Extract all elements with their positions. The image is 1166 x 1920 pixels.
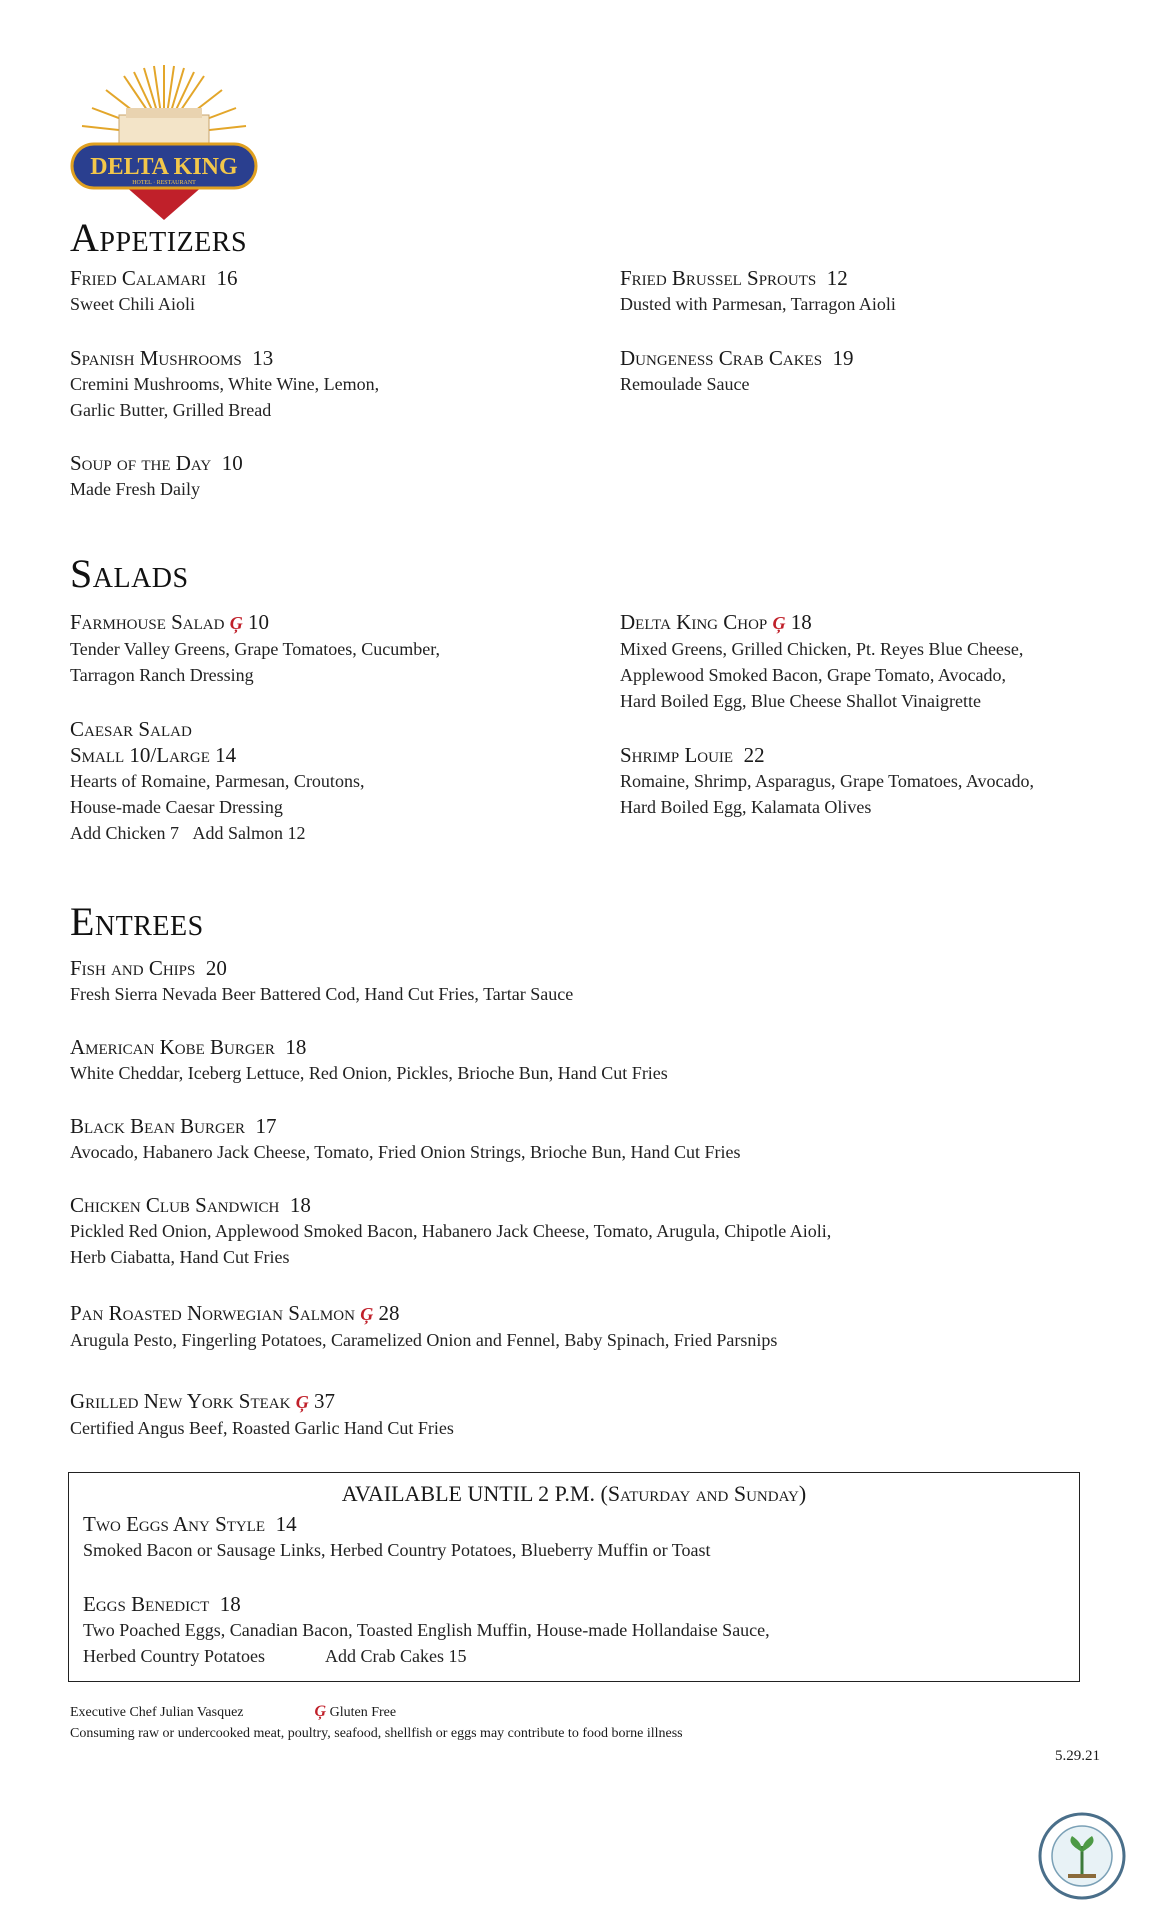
- menu-item-american-kobe-burger: [70, 1034, 1070, 1086]
- menu-item-fried-calamari: [70, 265, 590, 317]
- entrees-heading: Entrees: [70, 899, 204, 944]
- item-price: 17: [255, 1114, 277, 1138]
- item-name: Fried Calamari: [70, 266, 206, 290]
- item-desc: Hearts of Romaine, Parmesan, Croutons,: [70, 771, 365, 791]
- item-name: Spanish Mushrooms: [70, 346, 242, 370]
- item-name: American Kobe Burger: [70, 1035, 275, 1059]
- item-desc: House-made Caesar Dressing: [70, 797, 283, 817]
- chef-name: Executive Chef Julian Vasquez: [70, 1705, 244, 1720]
- addon-chicken: Add Chicken 7: [70, 823, 179, 843]
- item-price: 22: [743, 743, 765, 767]
- item-name: Two Eggs Any Style: [83, 1512, 266, 1536]
- item-name: Caesar Salad: [70, 717, 192, 741]
- item-name: Fried Brussel Sprouts: [620, 266, 817, 290]
- item-desc: Two Poached Eggs, Canadian Bacon, Toasted English Muffin, House-made Hollandaise Sauce,: [83, 1620, 770, 1640]
- menu-date: 5.29.21: [1055, 1748, 1100, 1764]
- food-safety-warning: Consuming raw or undercooked meat, poultry, seafood, shellfish or eggs may contribute to food borne illness: [70, 1726, 683, 1741]
- item-desc: Hard Boiled Egg, Kalamata Olives: [620, 797, 872, 817]
- menu-item-two-eggs-any-style: [83, 1511, 1083, 1563]
- item-name: Soup of the Day: [70, 451, 212, 475]
- item-name: Farmhouse Salad: [70, 610, 225, 634]
- gluten-free-icon: Ģ: [360, 1304, 374, 1324]
- item-price: 14: [275, 1512, 297, 1536]
- item-price: 12: [826, 266, 848, 290]
- item-price: 10: [247, 610, 269, 634]
- item-price: 18: [219, 1592, 241, 1616]
- item-desc: White Cheddar, Iceberg Lettuce, Red Onion, Pickles, Brioche Bun, Hand Cut Fries: [70, 1063, 668, 1083]
- menu-item-fried-brussel-sprouts: [620, 265, 1140, 317]
- item-desc: Romaine, Shrimp, Asparagus, Grape Tomatoes, Avocado,: [620, 771, 1034, 791]
- gluten-free-legend: Gluten Free: [329, 1705, 397, 1720]
- menu-item-shrimp-louie: [620, 742, 1140, 820]
- item-name: Delta King Chop: [620, 610, 768, 634]
- menu-item-delta-king-chop: [620, 609, 1140, 714]
- item-desc: Certified Angus Beef, Roasted Garlic Hand Cut Fries: [70, 1418, 454, 1438]
- menu-item-farmhouse-salad: [70, 609, 590, 688]
- menu-item-fish-and-chips: [70, 955, 1070, 1007]
- item-price: 19: [832, 346, 854, 370]
- menu-item-spanish-mushrooms: [70, 345, 590, 423]
- addon-salmon: Add Salmon 12: [192, 823, 306, 843]
- gluten-free-icon: Ģ: [314, 1703, 327, 1720]
- item-name: Eggs Benedict: [83, 1592, 210, 1616]
- menu-item-eggs-benedict: [83, 1591, 1083, 1669]
- item-desc: Cremini Mushrooms, White Wine, Lemon,: [70, 374, 380, 394]
- menu-item-caesar-salad: [70, 716, 590, 846]
- menu-item-pan-roasted-norwegian-salmon: [70, 1300, 1070, 1353]
- delta-king-logo: [64, 60, 264, 220]
- item-desc: Avocado, Habanero Jack Cheese, Tomato, Fried Onion Strings, Brioche Bun, Hand Cut Fries: [70, 1142, 741, 1162]
- item-desc: Garlic Butter, Grilled Bread: [70, 400, 272, 420]
- gluten-free-icon: Ģ: [295, 1392, 309, 1412]
- item-desc: Hard Boiled Egg, Blue Cheese Shallot Vinaigrette: [620, 691, 982, 711]
- item-desc: Applewood Smoked Bacon, Grape Tomato, Avocado,: [620, 665, 1006, 685]
- item-name: Shrimp Louie: [620, 743, 734, 767]
- item-desc: Sweet Chili Aioli: [70, 294, 196, 314]
- menu-item-soup-of-the-day: [70, 450, 590, 502]
- item-desc: Pickled Red Onion, Applewood Smoked Bacon, Habanero Jack Cheese, Tomato, Arugula, Chipotle Aioli,: [70, 1221, 832, 1241]
- addon-crab-cakes: Add Crab Cakes 15: [324, 1646, 467, 1666]
- menu-item-dungeness-crab-cakes: [620, 345, 1140, 397]
- brunch-box-title: AVAILABLE UNTIL 2 P.M. (Saturday and Sunday): [341, 1481, 807, 1506]
- item-desc: Smoked Bacon or Sausage Links, Herbed Country Potatoes, Blueberry Muffin or Toast: [83, 1540, 711, 1560]
- item-price: 28: [378, 1301, 400, 1325]
- item-price: 16: [216, 266, 238, 290]
- gluten-free-icon: Ģ: [229, 613, 243, 633]
- item-desc: Herb Ciabatta, Hand Cut Fries: [70, 1247, 290, 1267]
- farm-to-fork-seal-icon: [1038, 1812, 1126, 1900]
- item-name: Dungeness Crab Cakes: [620, 346, 823, 370]
- svg-text:DELTA KING: DELTA KING: [90, 154, 238, 180]
- item-price: 18: [285, 1035, 307, 1059]
- item-price: 18: [289, 1193, 311, 1217]
- item-price: 20: [205, 956, 227, 980]
- item-price: 13: [252, 346, 274, 370]
- item-desc: Tarragon Ranch Dressing: [70, 665, 254, 685]
- item-desc: Arugula Pesto, Fingerling Potatoes, Caramelized Onion and Fennel, Baby Spinach, Fried Parsnips: [70, 1330, 778, 1350]
- footer-chef-line: [70, 1702, 396, 1723]
- menu-item-black-bean-burger: [70, 1113, 1070, 1165]
- item-price: 18: [790, 610, 812, 634]
- svg-text:HOTEL · RESTAURANT: HOTEL · RESTAURANT: [132, 180, 196, 186]
- menu-item-chicken-club-sandwich: [70, 1192, 1070, 1270]
- salads-heading: Salads: [70, 551, 189, 596]
- item-price: 10: [221, 451, 243, 475]
- item-name: Fish and Chips: [70, 956, 196, 980]
- item-desc: Fresh Sierra Nevada Beer Battered Cod, Hand Cut Fries, Tartar Sauce: [70, 984, 574, 1004]
- item-price: 37: [313, 1389, 335, 1413]
- item-name: Pan Roasted Norwegian Salmon: [70, 1301, 355, 1325]
- item-desc: Dusted with Parmesan, Tarragon Aioli: [620, 294, 896, 314]
- item-desc: Remoulade Sauce: [620, 374, 750, 394]
- gluten-free-icon: Ģ: [772, 613, 786, 633]
- brunch-box: [68, 1472, 1080, 1682]
- item-desc: Mixed Greens, Grilled Chicken, Pt. Reyes Blue Cheese,: [620, 639, 1024, 659]
- item-name: Grilled New York Steak: [70, 1389, 291, 1413]
- item-name: Black Bean Burger: [70, 1114, 246, 1138]
- item-desc: Made Fresh Daily: [70, 479, 200, 499]
- item-name: Chicken Club Sandwich: [70, 1193, 280, 1217]
- item-desc: Tender Valley Greens, Grape Tomatoes, Cucumber,: [70, 639, 440, 659]
- item-desc: Herbed Country Potatoes: [83, 1646, 265, 1666]
- menu-item-grilled-new-york-steak: [70, 1388, 1070, 1441]
- appetizers-heading: Appetizers: [70, 215, 248, 260]
- item-price: Small 10/Large 14: [70, 743, 237, 767]
